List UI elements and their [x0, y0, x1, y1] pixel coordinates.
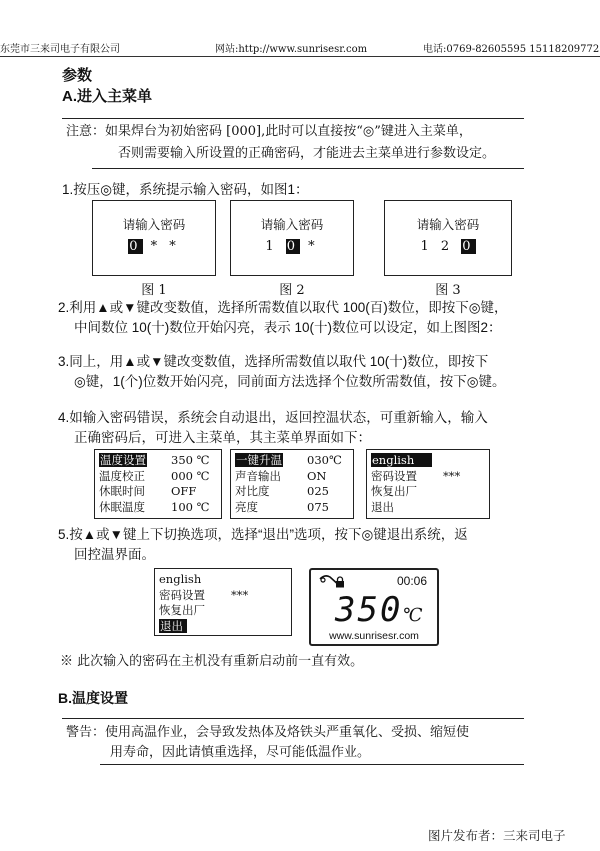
- menu-item-english: english: [371, 453, 432, 467]
- menu-value: ***: [231, 587, 249, 602]
- warning-bottom-rule: [100, 764, 524, 765]
- menu-screen-exit: [154, 568, 292, 636]
- menu-item-temperature-setting: 温度设置: [100, 453, 146, 467]
- menu-value: ON: [307, 468, 327, 483]
- temperature-display: [309, 568, 439, 646]
- menu-item-exit: 退出: [371, 499, 394, 514]
- password-digit-1: 1: [420, 239, 433, 254]
- step-3-line-2: ◎键，1(个)位数开始闪亮，同前面方法选择个位数所需数值，按下◎键。: [74, 374, 506, 389]
- password-digit-3: 0: [462, 239, 475, 254]
- header-company: 东莞市三来司电子有限公司: [0, 44, 120, 55]
- password-prompt: 请输入密码: [260, 217, 324, 232]
- step-4-line-1: 4.如输入密码错误，系统会自动退出，返回控温状态，可重新输入，输入: [58, 410, 488, 425]
- menu-item-password-setting: 密码设置: [159, 587, 205, 602]
- menu-item-factory-reset: 恢复出厂: [159, 603, 205, 617]
- password-figure-3: [384, 200, 512, 276]
- menu-value: 025: [307, 484, 329, 498]
- step-4-line-2: 正确密码后，可进入主菜单，其主菜单界面如下：: [74, 430, 371, 445]
- password-digit-2: 2: [440, 239, 454, 254]
- password-digit-1: 1: [265, 239, 278, 254]
- section-b-title: B.温度设置: [58, 690, 128, 706]
- password-digit-3: *: [169, 239, 180, 254]
- menu-item-english: english: [159, 572, 202, 586]
- menu-item-password-setting: 密码设置: [371, 468, 417, 483]
- menu-screen-1: [94, 449, 222, 519]
- note-line-1: 注意：如果焊台为初始密码 [000],此时可以直接按“◎”键进入主菜单，: [66, 124, 472, 139]
- header-phone: 电话:0769-82605595 15118209772: [423, 44, 600, 55]
- password-prompt: 请输入密码: [122, 217, 186, 232]
- display-temperature: [335, 590, 423, 630]
- figure-caption-2: 图 2: [279, 283, 305, 298]
- menu-item-contrast: 对比度: [235, 484, 270, 498]
- step-5-line-2: 回控温界面。: [74, 547, 155, 562]
- password-digit-1: 0: [129, 239, 142, 254]
- menu-item-factory-reset: 恢复出厂: [371, 484, 417, 498]
- display-temperature-value: 350: [335, 590, 403, 630]
- menu-item-temperature-calibration: 温度校正: [99, 468, 145, 483]
- menu-value: 000 ℃: [171, 468, 210, 483]
- warning-top-rule: [62, 718, 524, 719]
- warning-line-2: 用寿命，因此请慎重选择，尽可能低温作业。: [110, 745, 371, 760]
- menu-screen-3: [366, 449, 490, 519]
- warning-line-1: 警告：使用高温作业，会导致发热体及烙铁头严重氧化、受损、缩短使: [66, 725, 470, 740]
- password-digits: [231, 239, 353, 254]
- menu-value: 350 ℃: [171, 453, 210, 467]
- display-time: 00:06: [396, 574, 427, 588]
- menu-value: 100 ℃: [171, 499, 210, 514]
- publisher-credit: 图片发布者：三来司电子: [428, 828, 566, 843]
- header-website[interactable]: 网站:http://www.sunrisesr.com: [215, 44, 368, 55]
- menu-item-brightness: 亮度: [235, 499, 258, 514]
- menu-item-sleep-temperature: 休眠温度: [99, 499, 145, 514]
- note-bottom-rule: [92, 168, 524, 169]
- menu-value: 030℃: [307, 453, 342, 467]
- menu-value: ***: [443, 468, 461, 483]
- password-digit-2: 0: [286, 239, 300, 254]
- figure-caption-3: 图 3: [435, 283, 461, 298]
- menu-item-quick-heat: 一键升温: [236, 453, 282, 467]
- menu-item-sound-output: 声音输出: [235, 468, 281, 483]
- note-top-rule: [62, 118, 524, 119]
- password-digits: [385, 239, 511, 254]
- page-title: 参数: [62, 67, 93, 84]
- step-1: 1.按压◎键，系统提示输入密码，如图1：: [62, 182, 309, 197]
- display-url: www.sunrisesr.com: [329, 630, 419, 642]
- note-line-2: 否则需要输入所设置的正确密码，才能进去主菜单进行参数设定。: [118, 146, 496, 161]
- menu-item-sleep-time: 休眠时间: [99, 484, 145, 498]
- lock-icon: [335, 576, 345, 588]
- section-a-title: A.进入主菜单: [62, 88, 153, 105]
- password-digit-2: *: [150, 239, 162, 254]
- password-digit-3: *: [308, 239, 319, 254]
- password-figure-2: [230, 200, 354, 276]
- step-5-line-1: 5.按▲或▼键上下切换选项，选择“退出”选项，按下◎键退出系统，返: [58, 527, 468, 542]
- step-2-line-1: 2.利用▲或▼键改变数值，选择所需数值以取代 100(百)数位，即按下◎键，: [58, 300, 508, 315]
- display-temperature-unit: ℃: [402, 605, 423, 626]
- password-prompt: 请输入密码: [416, 217, 480, 232]
- menu-value: 075: [307, 499, 329, 514]
- step-2-line-2: 中间数位 10(十)数位开始闪亮，表示 10(十)数位可以设定，如上图图2：: [74, 320, 502, 335]
- figure-caption-1: 图 1: [141, 283, 167, 298]
- header-divider: [0, 56, 600, 57]
- password-figure-1: [92, 200, 216, 276]
- step-3-line-1: 3.同上，用▲或▼键改变数值，选择所需数值以取代 10(十)数位，即按下: [58, 354, 489, 369]
- password-digits: [93, 239, 215, 254]
- menu-screen-2: [230, 449, 354, 519]
- password-remark: ※ 此次输入的密码在主机没有重新启动前一直有效。: [60, 654, 364, 669]
- menu-item-exit: 退出: [159, 619, 187, 633]
- menu-value: OFF: [171, 484, 197, 498]
